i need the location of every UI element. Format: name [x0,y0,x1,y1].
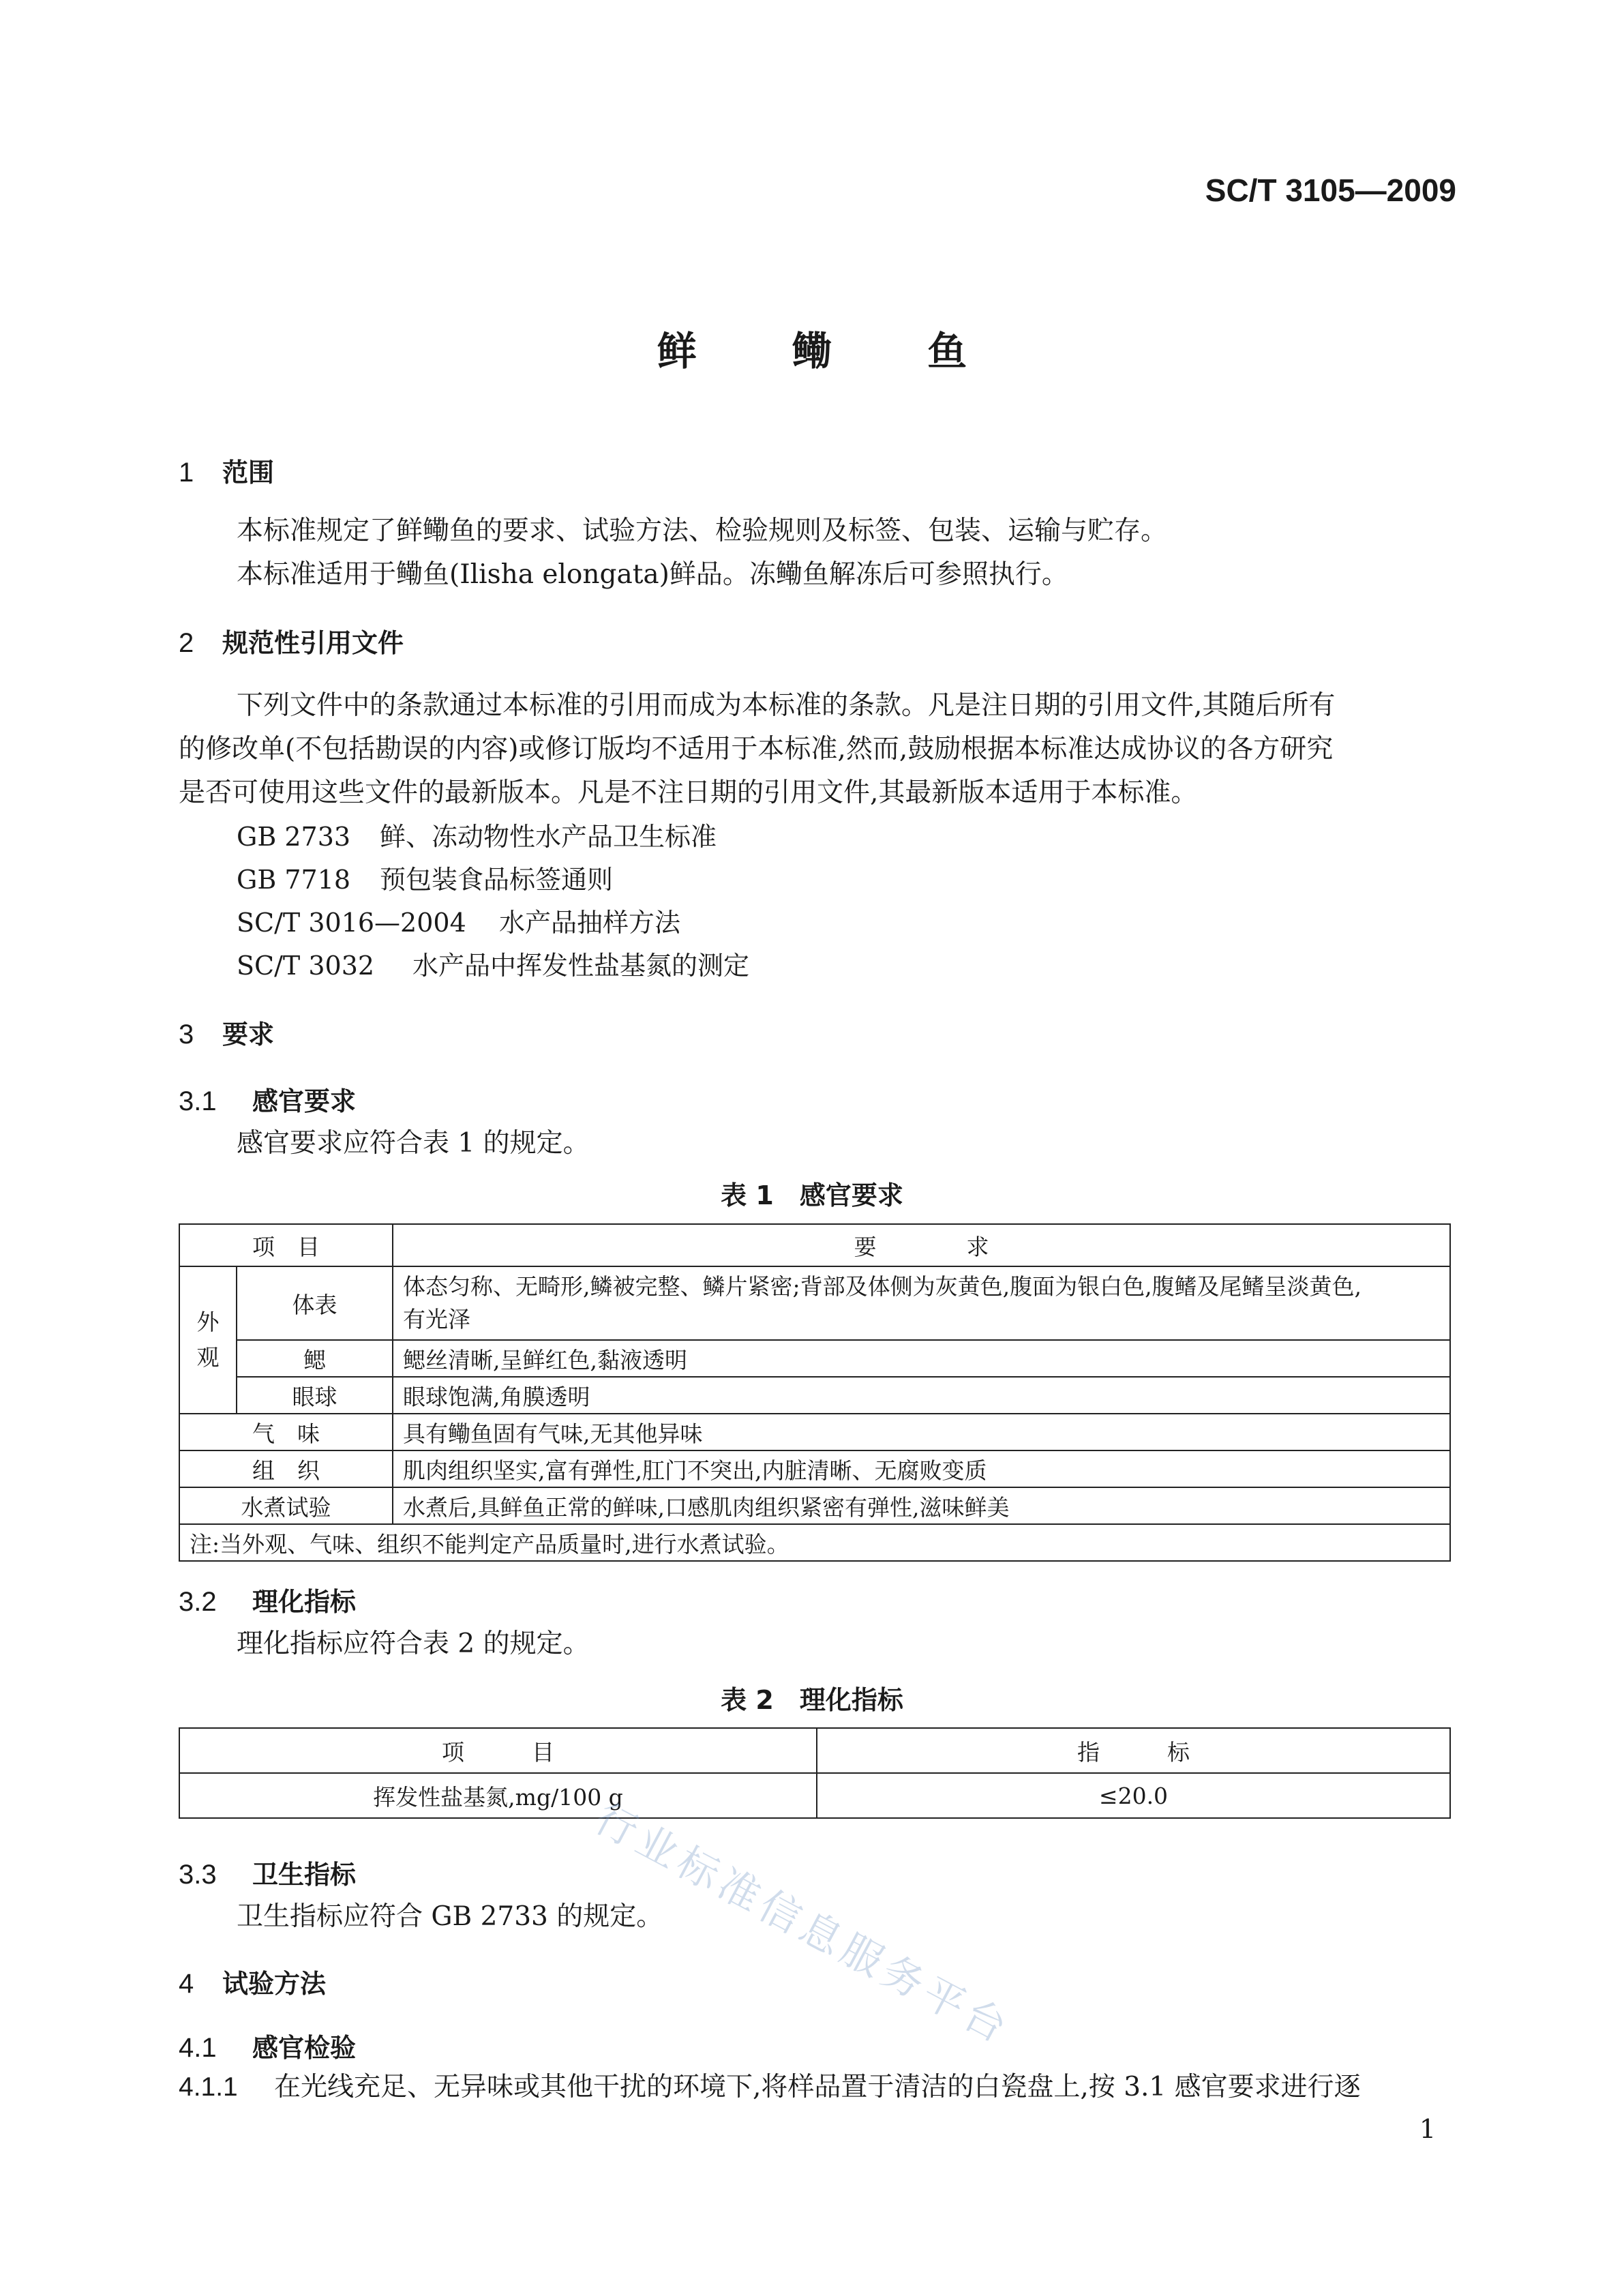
section-2-heading [179,622,404,659]
section-title: 规范性引用文件 [222,628,404,658]
table-cell-subitem: 鳃 [237,1340,393,1377]
section-number: 3.2 [179,1587,217,1617]
reference-code: SC/T 3032 [237,951,375,981]
reference-title: 水产品抽样方法 [499,908,681,938]
table-cell-item: 水煮试验 [179,1487,393,1524]
section-4-1-1-paragraph [179,2066,1361,2109]
reference-title: 水产品中挥发性盐基氮的测定 [412,951,750,981]
section-title: 卫生指标 [252,1860,357,1890]
section-number: 2 [179,628,194,658]
table-header-item: 项 目 [179,1224,393,1266]
table-cell-requirement: 体态匀称、无畸形,鳞被完整、鳞片紧密;背部及体侧为灰黄色,腹面为银白色,腹鳍及尾鳍呈淡黄色, 有光泽 [393,1266,1450,1340]
normative-references-list [237,816,749,987]
table-cell-value: ≤20.0 [817,1773,1450,1818]
section-3-3-heading [179,1854,356,1891]
table-cell-item: 组 织 [179,1450,393,1487]
section-1-heading [179,451,274,489]
appearance-group-label: 外观 [179,1266,237,1414]
section-number: 4.1 [179,2033,217,2063]
table-cell-requirement: 具有鳓鱼固有气味,无其他异味 [393,1414,1450,1450]
document-title: 鲜 鳓 鱼 [657,328,1008,374]
section-number: 4 [179,1969,194,1999]
table-2-caption: 表 2 理化指标 [721,1685,903,1715]
table-cell-item: 气 味 [179,1414,393,1450]
section-number: 1 [179,458,194,488]
table-note: 注:当外观、气味、组织不能判定产品质量时,进行水煮试验。 [179,1524,1450,1561]
section-2-paragraph-line-1: 下列文件中的条款通过本标准的引用而成为本标准的条款。凡是注日期的引用文件,其随后所有 [237,690,1336,721]
section-title: 感官要求 [252,1086,357,1116]
section-title: 要求 [222,1020,275,1050]
section-3-2-heading [179,1581,356,1618]
section-3-1-paragraph: 感官要求应符合表 1 的规定。 [237,1128,590,1159]
reference-title: 预包装食品标签通则 [380,865,614,895]
table-cell-requirement: 水煮后,具鲜鱼正常的鲜味,口感肌肉组织紧密有弹性,滋味鲜美 [393,1487,1450,1524]
table-header-value: 指 标 [817,1728,1450,1773]
page-number: 1 [1419,2114,1436,2144]
reference-code: SC/T 3016—2004 [237,908,466,938]
section-4-heading [179,1963,326,2000]
reference-item [237,816,749,859]
section-3-1-heading [179,1080,356,1118]
section-number: 3 [179,1020,194,1050]
sensory-requirements-table [179,1223,1451,1562]
reference-code: GB 7718 [237,865,351,895]
table-1-caption: 表 1 感官要求 [721,1180,903,1210]
table-cell-item: 挥发性盐基氮,mg/100 g [179,1773,817,1818]
table-cell-subitem: 眼球 [237,1377,393,1414]
section-4-1-heading [179,2027,356,2064]
table-header-item: 项 目 [179,1728,817,1773]
reference-title: 鲜、冻动物性水产品卫生标准 [380,822,717,852]
section-title: 试验方法 [222,1969,327,1999]
reference-item [237,944,749,987]
paragraph-text: 在光线充足、无异味或其他干扰的环境下,将样品置于清洁的白瓷盘上,按 3.1 感官要求进行逐 [274,2072,1361,2102]
section-1-paragraph-1: 本标准规定了鲜鳓鱼的要求、试验方法、检验规则及标签、包装、运输与贮存。 [237,516,1168,546]
table-header-requirement: 要 求 [393,1224,1450,1266]
section-1-paragraph-2: 本标准适用于鳓鱼(Ilisha elongata)鲜品。冻鳓鱼解冻后可参照执行。 [237,559,1068,590]
section-title: 感官检验 [252,2033,357,2063]
reference-code: GB 2733 [237,822,351,852]
table-cell-requirement: 鳃丝清晰,呈鲜红色,黏液透明 [393,1340,1450,1377]
section-3-heading [179,1013,274,1051]
table-cell-requirement: 眼球饱满,角膜透明 [393,1377,1450,1414]
document-number: SC/T 3105—2009 [1205,173,1456,208]
section-title: 理化指标 [252,1587,357,1617]
section-2-paragraph-line-2: 的修改单(不包括勘误的内容)或修订版均不适用于本标准,然而,鼓励根据本标准达成协议的各方研究 [179,734,1334,764]
table-cell-subitem: 体表 [237,1266,393,1340]
section-number: 3.3 [179,1860,217,1890]
section-3-3-paragraph: 卫生指标应符合 GB 2733 的规定。 [237,1901,663,1932]
section-title: 范围 [222,458,275,488]
watermark: 行业标准信息服务平台 [587,1794,1019,2055]
section-3-2-paragraph: 理化指标应符合表 2 的规定。 [237,1628,590,1659]
section-2-paragraph-line-3: 是否可使用这些文件的最新版本。凡是不注日期的引用文件,其最新版本适用于本标准。 [179,777,1198,808]
table-cell-requirement: 肌肉组织坚实,富有弹性,肛门不突出,内脏清晰、无腐败变质 [393,1450,1450,1487]
physicochemical-table [179,1727,1451,1819]
reference-item [237,902,749,944]
section-number: 3.1 [179,1086,217,1116]
reference-item [237,859,749,902]
section-number: 4.1.1 [179,2072,238,2102]
